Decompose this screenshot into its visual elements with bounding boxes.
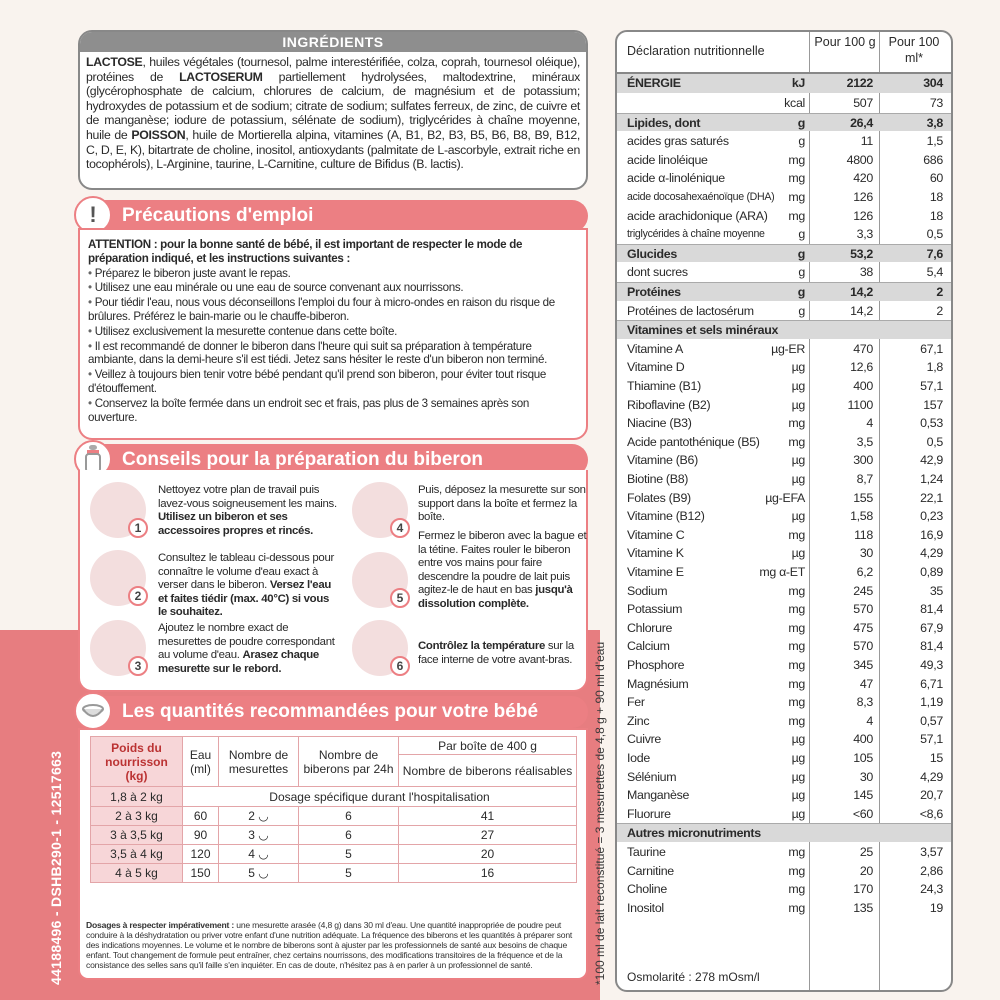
value-per-100ml: 157 — [923, 397, 943, 412]
nutrition-header — [617, 32, 951, 74]
value-per-100g: 400 — [853, 732, 873, 747]
quantity-row — [91, 864, 577, 883]
nutrient-unit: mg — [788, 152, 805, 167]
value-per-100ml: 0,89 — [920, 565, 943, 579]
value-per-100ml: 1,5 — [926, 134, 943, 149]
nutrition-row — [617, 358, 951, 377]
nutrition-row — [617, 169, 951, 188]
nutrient-name: Potassium — [627, 602, 683, 617]
nutrient-unit: mg — [788, 713, 805, 728]
value-per-100g: 105 — [853, 751, 873, 765]
nutrient-name: acide arachidonique (ARA) — [627, 208, 768, 223]
quantities-table — [90, 736, 577, 883]
value-per-100g: 118 — [854, 527, 873, 542]
nutrient-unit: mg — [788, 900, 805, 915]
value-per-100ml: 24,3 — [920, 882, 943, 897]
nutrient-unit: µg — [791, 732, 805, 747]
value-per-100ml: 20,7 — [920, 788, 943, 803]
precaution-item: • Veillez à toujours bien tenir votre bébé pendant qu'il prend son biberon, pour éviter tout risque d'étouffement. — [88, 368, 578, 396]
nutrient-unit: mg — [788, 676, 805, 691]
nutrition-row — [617, 282, 951, 301]
value-per-100ml: 18 — [929, 208, 943, 223]
warning-icon: ! — [74, 196, 112, 234]
value-per-100ml: 16,9 — [920, 527, 943, 542]
value-per-100ml: 304 — [923, 76, 943, 90]
value-per-100g: 135 — [853, 900, 873, 915]
nutrient-name: Lipides, dont — [627, 115, 701, 130]
osmolarity: Osmolarité : 278 mOsm/l — [627, 970, 760, 984]
nutrition-row — [617, 544, 951, 563]
nutrient-unit: mg — [788, 658, 805, 672]
value-per-100g: 345 — [853, 658, 873, 672]
reconstitution-note: *100 ml de lait reconstitué = 3 mesurettes de 4,8 g + 90 ml d'eau — [593, 641, 607, 985]
nutrient-unit: kcal — [784, 96, 805, 110]
nutrient-name: dont sucres — [627, 265, 688, 280]
value-per-100ml: 0,57 — [920, 713, 943, 728]
value-per-100g: 26,4 — [850, 115, 873, 130]
ingredients-panel — [78, 30, 588, 190]
nutrient-name: Magnésium — [627, 676, 689, 691]
quantity-scoops: 5 ◡ — [219, 864, 299, 883]
col-per-100ml: Pour 100 ml* — [888, 35, 940, 65]
step-number: 4 — [390, 518, 410, 538]
nutrient-name: Acide pantothénique (B5) — [627, 434, 760, 449]
quantities-title: Les quantités recommandées pour votre bébé — [122, 701, 539, 722]
value-per-100g: 245 — [853, 583, 873, 598]
value-per-100g: 12,6 — [850, 360, 873, 375]
step-text: Contrôlez la température sur la face interne de votre avant-bras. — [418, 640, 574, 666]
nutrition-row — [617, 507, 951, 526]
nutrition-row — [617, 619, 951, 638]
quantity-box: 20 — [399, 845, 577, 864]
nutrient-unit: µg — [791, 788, 805, 803]
step-text: Nettoyez votre plan de travail puis lavez-vous soigneusement les mains. Utilisez un biberon et ses accessoires propres et rincés. — [158, 484, 337, 537]
nutrition-row — [617, 786, 951, 805]
nutrient-name: Carnitine — [627, 863, 674, 878]
quantity-bottles: 6 — [299, 826, 399, 845]
nutrient-name: Taurine — [627, 845, 666, 859]
nutrient-unit: µg — [791, 360, 805, 375]
nutrient-unit: µg — [791, 546, 805, 561]
nutrition-row — [617, 899, 951, 918]
nutrition-row — [617, 340, 951, 359]
value-per-100ml: 1,8 — [926, 360, 943, 375]
quantity-scoops: 3 ◡ — [219, 826, 299, 845]
nutrient-unit: mg α-ET — [759, 565, 805, 579]
nutrient-name: Protéines de lactosérum — [627, 303, 754, 318]
nutrient-name: Biotine (B8) — [627, 472, 689, 486]
nutrient-name: Manganèse — [627, 788, 690, 803]
value-per-100g: 8,7 — [856, 472, 873, 486]
product-code: 44188496 - DSHB290-1 - 12517663 — [48, 750, 64, 985]
nutrient-unit: g — [798, 303, 805, 318]
nutrient-unit: g — [797, 246, 805, 261]
nutrient-name: Vitamine C — [627, 527, 685, 542]
nutrition-row — [617, 805, 951, 824]
scoops-header: Nombre de mesurettes — [219, 737, 299, 787]
hospital-weight: 1,8 à 2 kg — [91, 787, 183, 807]
nutrient-name: Protéines — [627, 285, 681, 299]
quantity-row — [91, 807, 577, 826]
value-per-100g: 400 — [853, 379, 873, 393]
ingredients-title: INGRÉDIENTS — [80, 32, 586, 52]
value-per-100ml: 686 — [923, 152, 943, 167]
ingredient-text: , huiles végétales (tournesol, palme interestérifiée, colza, coprah, tournesol oléique), protéines de — [86, 55, 580, 84]
value-per-100ml: 4,29 — [920, 546, 943, 561]
nutrient-name: Folates (B9) — [627, 490, 691, 505]
value-per-100ml: 6,71 — [920, 676, 943, 691]
value-per-100g: 14,2 — [850, 285, 873, 299]
nutrient-unit: mg — [788, 602, 805, 617]
value-per-100ml: 1,19 — [920, 695, 943, 710]
value-per-100g: 420 — [853, 171, 873, 186]
nutrient-name: Vitamine (B6) — [627, 453, 698, 468]
nutrition-row — [617, 433, 951, 452]
value-per-100ml: 73 — [929, 96, 943, 110]
nutrition-row — [617, 712, 951, 731]
nutrition-row — [617, 563, 951, 582]
nutrition-row — [617, 656, 951, 675]
step-number: 5 — [390, 588, 410, 608]
value-per-100g: 14,2 — [850, 303, 873, 318]
box-sub-header: Nombre de biberons réalisables — [399, 755, 577, 787]
nutrition-row — [617, 675, 951, 694]
nutrient-unit: mg — [788, 639, 805, 654]
value-per-100g: 300 — [853, 453, 873, 468]
precaution-item: • Il est recommandé de donner le biberon dans l'heure qui suit sa préparation à température ambiante, dans la demi-heure s'il est tiédi. Jetez sans hésiter le reste d'un biberon non terminé. — [88, 340, 578, 368]
value-per-100ml: 7,6 — [926, 246, 943, 261]
ingredient-text: , huile de Mortierella alpina, vitamines (A, B1, B2, B3, B5, B6, B8, B9, B12, C, D, E, K), bitartrate de choline, inositol, antioxydants (palmitate de L-ascorbyle, extrait riche en tocophérols), L-Arginine, taurine, L-Carnitine, culture de Bifidus (B. lactis). — [86, 127, 581, 172]
nutrient-unit: g — [797, 285, 805, 299]
step-number: 3 — [128, 656, 148, 676]
value-per-100ml: 22,1 — [920, 490, 943, 505]
nutrition-row — [617, 188, 951, 207]
value-per-100g: 53,2 — [850, 246, 873, 261]
value-per-100ml: 2 — [936, 303, 943, 318]
quantity-water: 150 — [183, 864, 219, 883]
nutrition-row — [617, 244, 951, 263]
nutrition-row — [617, 396, 951, 415]
nutrient-name: Sodium — [627, 583, 668, 598]
nutrient-name: Vitamine (B12) — [627, 509, 705, 524]
quantity-water: 90 — [183, 826, 219, 845]
allergen: LACTOSERUM — [179, 69, 263, 84]
step-number: 6 — [390, 656, 410, 676]
nutrition-row — [617, 843, 951, 862]
value-per-100g: 470 — [853, 341, 873, 356]
value-per-100ml: 42,9 — [920, 453, 943, 468]
value-per-100ml: <8,6 — [919, 806, 943, 821]
nutrition-row — [617, 320, 951, 339]
bottles-header: Nombre de biberons par 24h — [299, 737, 399, 787]
value-per-100g: 1,58 — [850, 509, 873, 524]
nutrient-unit: mg — [788, 190, 805, 204]
nutrient-unit: µg — [791, 379, 805, 393]
nutrient-unit: µg — [791, 509, 805, 524]
nutrient-unit: mg — [788, 583, 805, 598]
nutrient-unit: mg — [788, 208, 805, 223]
nutrient-name: Phosphore — [627, 658, 685, 672]
nutrient-name: Iode — [627, 751, 650, 765]
nutrient-unit: µg-EFA — [765, 490, 805, 505]
nutrient-name: Choline — [627, 882, 667, 897]
nutrient-name: Riboflavine (B2) — [627, 397, 711, 412]
value-per-100ml: 0,5 — [926, 434, 943, 449]
nutrient-name: Vitamine D — [627, 360, 685, 375]
nutrient-name: Vitamines et sels minéraux — [627, 323, 779, 338]
nutrient-name: triglycérides à chaîne moyenne — [627, 228, 765, 241]
nutrition-row — [617, 207, 951, 226]
value-per-100g: 25 — [859, 845, 873, 859]
value-per-100g: 11 — [860, 134, 873, 149]
value-per-100g: 570 — [853, 639, 873, 654]
nutrient-name: acides gras saturés — [627, 134, 729, 149]
quantity-box: 27 — [399, 826, 577, 845]
quantity-bottles: 5 — [299, 864, 399, 883]
nutrition-row — [617, 749, 951, 768]
value-per-100ml: 81,4 — [920, 602, 943, 617]
nutrient-unit: g — [797, 115, 805, 130]
preparation-title: Conseils pour la préparation du biberon — [122, 449, 484, 470]
precaution-item: • Préparez le biberon juste avant le repas. — [88, 267, 578, 281]
nutrient-unit: g — [798, 134, 805, 149]
value-per-100ml: 2,86 — [920, 863, 943, 878]
nutrient-unit: mg — [788, 171, 805, 186]
value-per-100ml: 3,8 — [926, 115, 943, 130]
value-per-100g: 4 — [866, 416, 873, 431]
quantity-row — [91, 845, 577, 864]
precautions-intro: ATTENTION : pour la bonne santé de bébé, il est important de respecter le mode de préparation indiqué, et les instructions suivantes : — [88, 238, 523, 265]
nutrient-name: Chlorure — [627, 620, 673, 635]
value-per-100g: <60 — [852, 806, 873, 821]
value-per-100ml: 18 — [929, 190, 943, 204]
nutrient-name: Fluorure — [627, 806, 671, 821]
col-per-100g: Pour 100 g — [814, 35, 876, 49]
step-text: Consultez le tableau ci-dessous pour connaître le volume d'eau exact à verser dans le biberon. Versez l'eau et faites tiédir (max. 40°C) si vous le souhaitez. — [158, 552, 334, 618]
value-per-100ml: 2 — [936, 285, 943, 299]
value-per-100g: 4800 — [846, 152, 873, 167]
value-per-100ml: 81,4 — [920, 639, 943, 654]
quantities-panel — [78, 728, 588, 980]
precautions-panel — [78, 228, 588, 440]
value-per-100g: 6,2 — [856, 565, 873, 579]
quantity-weight: 3,5 à 4 kg — [91, 845, 183, 864]
value-per-100g: 507 — [853, 96, 873, 110]
nutrient-unit: mg — [788, 882, 805, 897]
nutrition-row — [617, 263, 951, 282]
nutrition-row — [617, 377, 951, 396]
precaution-item: • Conservez la boîte fermée dans un endroit sec et frais, pas plus de 3 semaines après son ouverture. — [88, 397, 578, 425]
quantity-bottles: 6 — [299, 807, 399, 826]
hospital-text: Dosage spécifique durant l'hospitalisation — [183, 787, 577, 807]
value-per-100ml: 0,23 — [920, 509, 943, 524]
quantity-weight: 2 à 3 kg — [91, 807, 183, 826]
nutrition-row — [617, 880, 951, 899]
value-per-100ml: 0,5 — [926, 227, 943, 242]
ingredient-text: partiellement hydrolysées, maltodextrine, minéraux (glycérophosphate de calcium, chlorures de calcium, de magnésium et de potassium; hydroxydes de potassium et de sodium; citrate de sodium; sulfates ferreux, de zinc, de cuivre et de manganèse; iodure de potassium, sélénate de sodium), triglycérides à chaîne moyenne, huile de — [86, 69, 580, 142]
water-header: Eau (ml) — [183, 737, 219, 787]
value-per-100g: 155 — [853, 490, 873, 505]
value-per-100g: 570 — [853, 602, 873, 617]
nutrient-unit: µg — [791, 453, 805, 468]
nutrient-unit: µg — [791, 751, 805, 765]
nutrient-unit: mg — [788, 695, 805, 710]
quantity-bottles: 5 — [299, 845, 399, 864]
nutrition-row — [617, 730, 951, 749]
nutrition-row — [617, 451, 951, 470]
step-text: Fermez le biberon avec la bague et la tétine. Faites rouler le biberon entre vos mains pour faire descendre la poudre de lait puis agitez-le de haut en bas jusqu'à dissolution complète. — [418, 530, 587, 610]
nutrition-row — [617, 600, 951, 619]
nutrient-name: Autres micronutriments — [627, 826, 761, 841]
nutrient-unit: µg — [791, 472, 805, 486]
value-per-100g: 126 — [853, 208, 873, 223]
value-per-100g: 2122 — [846, 76, 873, 90]
nutrition-row — [617, 74, 951, 93]
value-per-100ml: 0,53 — [920, 416, 943, 431]
value-per-100g: 3,3 — [856, 227, 873, 242]
nutrition-row — [617, 637, 951, 656]
precaution-item: • Utilisez une eau minérale ou une eau de source convenant aux nourrissons. — [88, 281, 578, 295]
nutrition-row — [617, 526, 951, 545]
precautions-title: Précautions d'emploi — [122, 205, 314, 226]
nutrient-name: Inositol — [627, 900, 664, 915]
nutrition-row — [617, 225, 951, 244]
nutrient-name: acide α-linolénique — [627, 171, 725, 186]
value-per-100ml: 57,1 — [920, 379, 943, 393]
value-per-100ml: 5,4 — [926, 265, 943, 280]
precautions-text — [80, 230, 586, 433]
value-per-100ml: 49,3 — [920, 658, 943, 672]
quantity-weight: 4 à 5 kg — [91, 864, 183, 883]
precaution-item: • Utilisez exclusivement la mesurette contenue dans cette boîte. — [88, 325, 578, 339]
value-per-100ml: 35 — [929, 583, 943, 598]
quantity-scoops: 4 ◡ — [219, 845, 299, 864]
value-per-100ml: 67,1 — [920, 341, 943, 356]
quantity-box: 41 — [399, 807, 577, 826]
step-number: 2 — [128, 586, 148, 606]
nutrition-row — [617, 489, 951, 508]
nutrition-row — [617, 693, 951, 712]
nutrient-name: Cuivre — [627, 732, 662, 747]
preparation-panel — [78, 470, 588, 692]
value-per-100g: 1100 — [847, 397, 873, 412]
nutrient-name: acide linoléique — [627, 152, 708, 167]
quantity-water: 60 — [183, 807, 219, 826]
value-per-100ml: 60 — [929, 171, 943, 186]
nutrition-title: Déclaration nutritionnelle — [627, 44, 765, 58]
box-header: Par boîte de 400 g — [399, 737, 577, 755]
nutrition-row — [617, 823, 951, 842]
nutrient-unit: µg — [791, 806, 805, 821]
nutrition-table — [615, 30, 953, 992]
weight-header: Poids du nourrisson (kg) — [91, 737, 183, 787]
quantity-weight: 3 à 3,5 kg — [91, 826, 183, 845]
nutrient-unit: kJ — [791, 76, 805, 90]
precaution-item: • Pour tiédir l'eau, nous vous déconseillons l'emploi du four à micro-ondes en raison du risque de brûlures. Préférez le bain-marie ou le chauffe-biberon. — [88, 296, 578, 324]
nutrient-unit: g — [798, 227, 805, 242]
nutrient-name: Glucides — [627, 246, 677, 261]
step-text: Ajoutez le nombre exact de mesurettes de poudre correspondant au volume d'eau. Arasez chaque mesurette sur le rebord. — [158, 622, 335, 675]
quantity-water: 120 — [183, 845, 219, 864]
value-per-100g: 145 — [853, 788, 873, 803]
nutrient-name: Fer — [627, 695, 645, 710]
value-per-100g: 170 — [853, 882, 873, 897]
value-per-100g: 30 — [859, 769, 873, 784]
value-per-100ml: 3,57 — [920, 845, 943, 859]
value-per-100g: 4 — [866, 713, 873, 728]
allergen: POISSON — [131, 127, 186, 142]
nutrient-name: Zinc — [627, 713, 650, 728]
nutrient-name: Vitamine K — [627, 546, 684, 561]
nutrient-name: ÉNERGIE — [627, 76, 681, 90]
dosage-note: Dosages à respecter impérativement : une mesurette arasée (4,8 g) dans 30 ml d'eau. Une quantité inappropriée de poudre peut conduire à la déshydratation ou priver votre enfant d'une nutrition adéquate. La fréquence des biberons et les quantités à préparer sont des indications moyennes. Le volume et le nombre de biberons sont à ajuster par les professionnels de santé aux besoins de chaque enfant. Tout changement de formule peut entraîner, chez certains nourrissons, des modifications transitoires de la fréquence et de la consistance des selles sans qu'il faille s'en inquiéter. En cas de doute, n'hésitez pas à en parler à un professionnel de santé. — [86, 920, 573, 970]
nutrient-unit: mg — [788, 845, 805, 859]
nutrient-unit: g — [798, 265, 805, 280]
quantity-scoops: 2 ◡ — [219, 807, 299, 826]
quantity-row — [91, 826, 577, 845]
value-per-100g: 47 — [859, 676, 873, 691]
nutrient-name: Vitamine A — [627, 341, 684, 356]
nutrient-name: Vitamine E — [627, 565, 684, 579]
nutrient-unit: µg-ER — [771, 341, 805, 356]
nutrient-unit: mg — [788, 434, 805, 449]
nutrition-row — [617, 302, 951, 321]
value-per-100ml: 19 — [929, 900, 943, 915]
nutrient-name: Niacine (B3) — [627, 416, 692, 431]
value-per-100g: 38 — [859, 265, 873, 280]
nutrient-name: Sélénium — [627, 769, 677, 784]
nutrition-row — [617, 470, 951, 489]
nutrient-unit: mg — [788, 416, 805, 431]
nutrient-name: acide docosahexaénoïque (DHA) — [627, 191, 775, 203]
nutrition-row — [617, 151, 951, 170]
nutrition-row — [617, 132, 951, 151]
step-number: 1 — [128, 518, 148, 538]
nutrient-unit: mg — [788, 863, 805, 878]
nutrient-unit: mg — [788, 620, 805, 635]
value-per-100g: 3,5 — [856, 434, 873, 449]
nutrition-row — [617, 768, 951, 787]
bowl-icon — [74, 692, 112, 730]
nutrition-row — [617, 582, 951, 601]
nutrition-row — [617, 414, 951, 433]
value-per-100g: 126 — [853, 190, 873, 204]
step-text: Puis, déposez la mesurette sur son support dans la boîte et fermez la boîte. — [418, 484, 586, 523]
value-per-100ml: 1,24 — [920, 472, 943, 486]
nutrient-unit: µg — [791, 769, 805, 784]
nutrient-name: Calcium — [627, 639, 670, 654]
nutrition-row — [617, 113, 951, 132]
value-per-100ml: 57,1 — [920, 732, 943, 747]
nutrient-unit: µg — [791, 397, 805, 412]
value-per-100g: 475 — [853, 620, 873, 635]
value-per-100ml: 4,29 — [920, 769, 943, 784]
nutrient-name: Thiamine (B1) — [627, 379, 701, 393]
value-per-100g: 8,3 — [856, 695, 873, 710]
value-per-100ml: 15 — [929, 751, 943, 765]
nutrient-unit: mg — [788, 527, 805, 542]
value-per-100g: 20 — [859, 863, 873, 878]
quantity-box: 16 — [399, 864, 577, 883]
quantities-title-bar — [78, 696, 588, 728]
nutrition-row — [617, 862, 951, 881]
allergen: LACTOSE — [86, 55, 143, 69]
value-per-100g: 30 — [859, 546, 873, 561]
ingredients-text — [80, 52, 586, 175]
value-per-100ml: 67,9 — [920, 620, 943, 635]
nutrition-row — [617, 94, 951, 113]
